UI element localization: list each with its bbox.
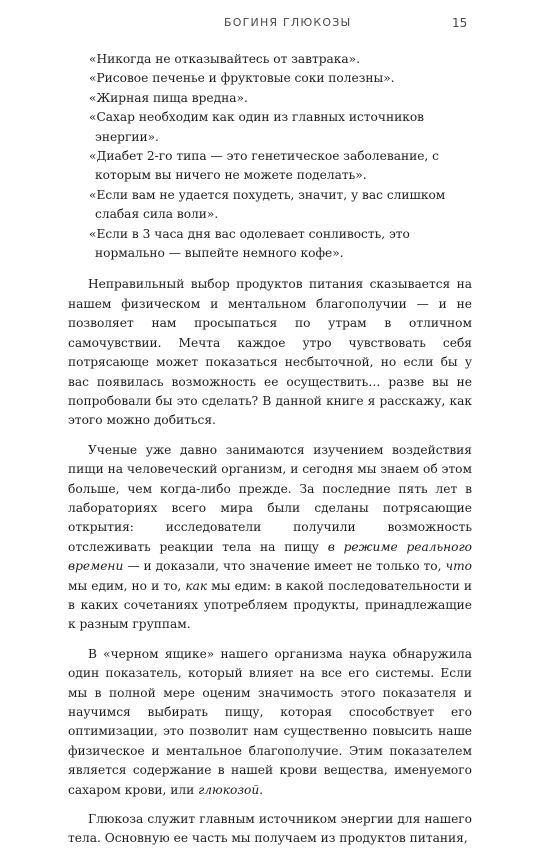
paragraph-text: Ученые уже давно занимаются изучением воздействия пищи на человеческий организм, и сегодня мы знаем об этом больше, чем когда-либо прежде. За последние пять лет в лабораториях всего мира были сделаны потрясающие открытия: исследователи получили возможность отслеживать реакции тела на пищу (68, 442, 472, 554)
paragraph-text: — и доказали, что значение имеет не только то, (123, 559, 446, 574)
page-number: 15 (452, 16, 468, 30)
running-header (0, 14, 551, 34)
paragraph-glucose: Глюкоза служит главным источником энергии для нашего тела. Основную ее часть мы получаем из продуктов питания, (68, 812, 472, 846)
paragraph-text: мы едим: в какой последовательности и в каких сочетаниях употребляем продукты, принадлежащие к разным группам. (68, 578, 472, 632)
quote-item: «Сахар необходим как один из главных источников энергии». (89, 110, 425, 144)
running-title: БОГИНЯ ГЛЮКОЗЫ (224, 16, 352, 29)
paragraph-research (68, 441, 472, 635)
paragraph-black-box (68, 645, 472, 800)
emphasis-text: как (185, 578, 208, 593)
emphasis-text: в режиме реального времени (68, 539, 472, 574)
myth-quote-list (68, 50, 472, 263)
quote-item: «Никогда не отказывайтесь от завтрака». (89, 52, 361, 66)
page-body (68, 50, 472, 859)
paragraph-text: мы едим, но и то, (68, 578, 186, 593)
paragraph-text: В «черном ящике» нашего организма наука обнаружила один показатель, который влияет на все его системы. Если мы в полной мере оценим значимость этого показателя и научимся выбирать пищу, которая способствует его оптимизации, это позволит нам существенно повысить наше физическое и ментальное благополучие. Этим показателем является содержание в нашей крови вещества, именуемого сахаром крови, или (68, 646, 472, 797)
emphasis-text: что (445, 559, 472, 574)
paragraph-food-choices: Неправильный выбор продуктов питания сказывается на нашем физическом и ментальном благополучии — и не позволяет нам просыпаться по утрам в отличном самочувствии. Мечта каждое утро чувствовать себя потрясающе может показаться несбыточной, но если бы у вас появилась возможность ее осуществить… разве вы не попробовали бы это сделать? В данной книге я расскажу, как этого можно добиться. (68, 277, 472, 428)
paragraph-text: . (259, 782, 264, 797)
quote-item: «Жирная пища вредна». (89, 90, 248, 105)
quote-item: «Если в 3 часа дня вас одолевает сонливость, это нормально — выпейте немного кофе». (89, 226, 410, 261)
quote-item: «Рисовое печенье и фруктовые соки полезны». (89, 71, 395, 86)
quote-item: «Если вам не удается похудеть, значит, у вас слишком слабая сила воли». (89, 187, 446, 222)
emphasis-text: глюкозой (198, 782, 260, 797)
quote-item: «Диабет 2-го типа — это генетическое заболевание, с которым вы ничего не можете поделать». (89, 149, 439, 183)
